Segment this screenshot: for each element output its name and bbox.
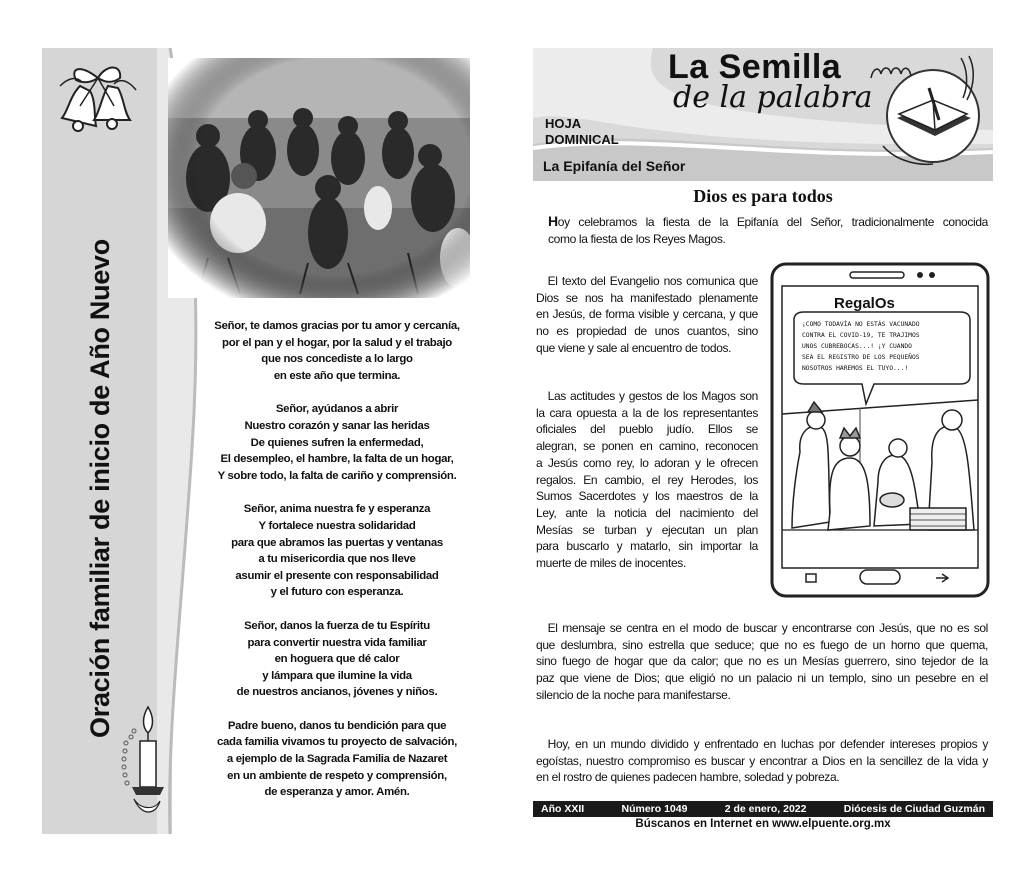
prayer-line: Señor, ayúdanos a abrir (275, 403, 399, 416)
footer-diocese: Diócesis de Ciudad Guzmán (843, 803, 985, 815)
footer-info-bar (533, 801, 993, 817)
christmas-bells-icon (50, 56, 146, 148)
paragraph-line: Hoy celebramos la fiesta de la Epifanía del Señor, tradicionalmente conocida (548, 213, 988, 229)
prayer-line: y lámpara que ilumine la vida (262, 669, 412, 682)
paragraph-line: egoístas, nuestro compromiso es buscar y encontrar a Dios en la sencillez de la vida y (536, 753, 988, 768)
paragraph-line: El texto del Evangelio nos comunica que (536, 274, 758, 288)
bubble-line: SEA EL REGISTRO DE LOS PEQUEÑOS (802, 354, 920, 361)
candle-icon (120, 703, 170, 823)
prayer-line: De quienes sufren la enfermedad, (250, 436, 424, 449)
right-page (533, 48, 993, 838)
prayer-line: en un ambiente de respeto y comprensión, (227, 769, 447, 782)
prayer-line: de nuestros ancianos, jóvenes y niños. (236, 686, 438, 699)
paragraph-intro (548, 213, 988, 247)
prayer-line: Y sobre todo, la falta de cariño y comprensión. (217, 469, 457, 482)
prayer-line: en hoguera que dé calor (274, 653, 400, 666)
cartoon-title: RegalOs (834, 295, 895, 312)
prayer-line: a tu misericordia que nos lleve (258, 553, 416, 566)
prayer-stanza (192, 618, 482, 701)
prayer-line: El desempleo, el hambre, la falta de un hogar, (220, 453, 454, 466)
prayer-line: en este año que termina. (273, 369, 401, 382)
paragraph-line: silencio de la noche para manifestarse. (536, 687, 731, 702)
footer-date: 2 de enero, 2022 (724, 803, 807, 815)
paragraph-gospel (536, 273, 758, 357)
paragraph-line: Mesías se turban y ejecutan un plan (536, 522, 758, 537)
paragraph-line: que viene y sale al encuentro de todos. (536, 340, 732, 355)
paragraph-commitment (536, 736, 988, 786)
paragraph-line: alegran, se ponen en camino, reconocen (536, 439, 758, 454)
article-title: Dios es para todos (693, 186, 833, 206)
prayer-line: Y fortalece nuestra solidaridad (258, 519, 416, 532)
paragraph-line: El mensaje se centra en el modo de buscar y encontrarse con Jesús, que no es sol (536, 621, 988, 635)
prayer-line: y el futuro con esperanza. (270, 586, 404, 599)
paragraph-line: Hoy, en un mundo dividido y enfrentado en luchas por defender intereses propios y (536, 737, 988, 751)
prayer-line: Nuestro corazón y sanar las heridas (244, 419, 430, 432)
family-gathering-photo (168, 58, 470, 298)
prayer-line: cada familia vivamos tu proyecto de salvación, (216, 736, 458, 749)
prayer-stanza (192, 718, 482, 801)
paragraph-line: Dios se nos ha manifestado plenamente (536, 290, 758, 305)
paragraph-line: la cara opuesta a la de los representantes (536, 405, 758, 420)
paragraph-line: paz que viene de Dios; que eligió no un palacio ni un templo, sino un pesebre en el (536, 671, 988, 686)
prayer-stanza (192, 318, 482, 384)
paragraph-message (536, 620, 988, 704)
footer-number: Número 1049 (621, 803, 688, 815)
paragraph-line: muerte de miles de inocentes. (536, 556, 686, 571)
cartoon-speech-bubble (802, 319, 920, 372)
paragraph-magi (536, 388, 758, 572)
bubble-line: NOSOTROS HAREMOS EL TUYO...! (802, 365, 909, 372)
prayer-line: Señor, anima nuestra fe y esperanza (243, 503, 431, 516)
prayer-line: para convertir nuestra vida familiar (247, 636, 427, 649)
hoja-dominical-label: HOJA DOMINICAL (545, 116, 619, 147)
prayer-line: Señor, danos la fuerza de tu Espíritu (244, 619, 430, 632)
paragraph-line: regalos. En cambio, el rey Herodes, los (536, 472, 758, 487)
paragraph-line: Las actitudes y gestos de los Magos son (536, 389, 758, 403)
prayer-line: por el pan y el hogar, por la salud y el trabajo (222, 336, 452, 349)
footer-year: Año XXII (541, 803, 585, 815)
prayer-text (192, 318, 482, 818)
bubble-line: UNOS CUBREBOCAS...! ¡Y CUANDO (802, 343, 912, 350)
bubble-line: CONTRA EL COVID-19, TE TRAJIMOS (802, 332, 920, 339)
prayer-line: que nos concediste a lo largo (261, 353, 413, 366)
paragraph-line: no es propiedad de unos cuantos, sino (536, 324, 758, 339)
paragraph-line: como la fiesta de los Reyes Magos. (548, 231, 726, 246)
prayer-stanza (192, 401, 482, 484)
prayer-line: a ejemplo de la Sagrada Familia de Nazaret (226, 753, 448, 766)
paragraph-line: que deslumbra, sino estrella que seduce; que no es fuego de un horno que quema, (536, 637, 988, 652)
prayer-line: de esperanza y amor. Amén. (264, 786, 410, 799)
paragraph-line: a Jesús como rey, lo adoran y le ofrecen (536, 455, 758, 470)
prayer-line: Padre bueno, danos tu bendición para que (227, 719, 447, 732)
prayer-line: asumir el presente con responsabilidad (235, 569, 439, 582)
paragraph-line: en Jesús, de forma visible y cercana, y que (536, 307, 758, 322)
vertical-title: Oración familiar de inicio de Año Nuevo (84, 238, 115, 738)
masthead-title: La Semilla (668, 48, 842, 86)
bible-wheat-emblem-icon (863, 48, 993, 173)
prayer-line: Señor, te damos gracias por tu amor y cercanía, (214, 320, 460, 332)
bubble-line: ¡COMO TODAVÍA NO ESTÁS VACUNADO (802, 321, 920, 328)
paragraph-line: Ley, ante la noticia del nacimiento del (536, 505, 758, 520)
feast-title: La Epifanía del Señor (543, 158, 686, 174)
footer-website: Búscanos en Internet en www.elpuente.org.mx (635, 818, 891, 830)
smartphone-cartoon (770, 262, 990, 598)
paragraph-line: para buscarlo y matarlo, sin importar la (536, 539, 758, 554)
paragraph-line: oficiales del pueblo judío. Ellos se (536, 422, 758, 437)
masthead-subtitle: de la palabra (673, 80, 873, 115)
drop-cap: H (548, 213, 558, 229)
paragraph-line: en el rostro de quienes padecen hambre, soledad y pobreza. (536, 770, 840, 785)
prayer-line: para que abramos las puertas y ventanas (231, 536, 443, 549)
prayer-stanza (192, 501, 482, 601)
paragraph-line: sino fuego de hogar que da calor; que no es un Mesías guerrero, sino tejedor de la (536, 654, 988, 669)
left-page (42, 48, 488, 834)
paragraph-line: Sumos Sacerdotes y los maestros de la (536, 489, 758, 504)
